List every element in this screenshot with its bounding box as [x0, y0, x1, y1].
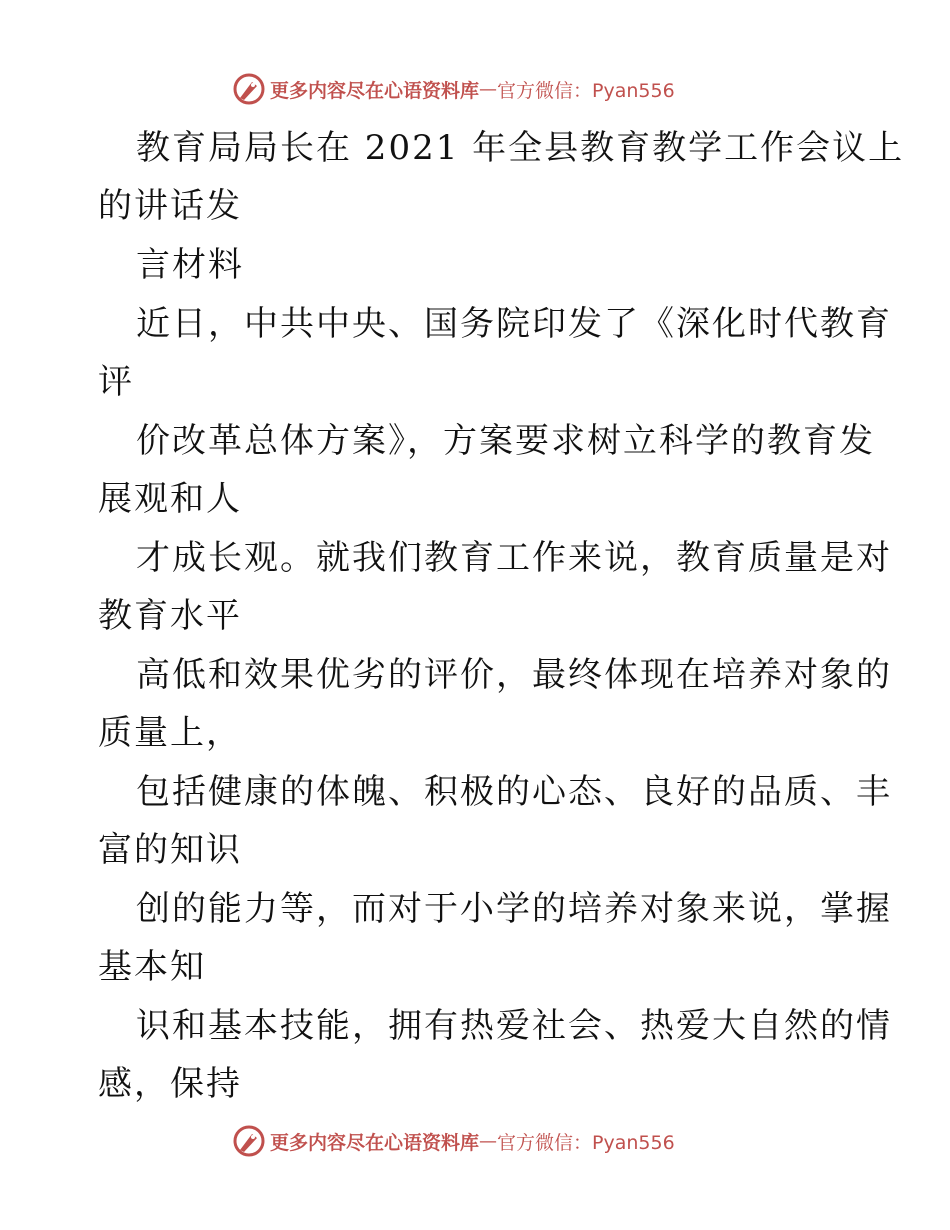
watermark-contact: 官方微信：Pyan556	[497, 79, 675, 102]
paragraph-line: 感，保持	[98, 1064, 242, 1104]
paragraph-line: 高低和效果优劣的评价，最终体现在培养对象的	[136, 655, 892, 695]
watermark-contact: 官方微信：Pyan556	[497, 1131, 675, 1154]
paragraph-line: 近日，中共中央、国务院印发了《深化时代教育	[136, 304, 892, 344]
watermark-separator: —	[479, 1130, 498, 1152]
paragraph-line: 才成长观。就我们教育工作来说，教育质量是对	[136, 538, 892, 578]
paragraph-line: 评	[98, 362, 134, 402]
title-line: 教育局局长在 2021 年全县教育教学工作会议上	[136, 128, 905, 168]
paragraph-line: 富的知识	[98, 830, 242, 870]
paragraph-line: 创的能力等，而对于小学的培养对象来说，掌握	[136, 889, 892, 929]
watermark-text: 更多内容尽在心语资料库	[270, 1131, 480, 1154]
paragraph-line: 价改革总体方案》，方案要求树立科学的教育发	[136, 421, 875, 461]
title-line: 言材料	[136, 245, 244, 285]
watermark-separator: —	[479, 78, 498, 100]
paragraph-line: 质量上，	[98, 713, 242, 753]
paragraph-line: 展观和人	[98, 479, 242, 519]
title-line: 的讲话发	[98, 186, 242, 226]
watermark-text: 更多内容尽在心语资料库	[270, 79, 480, 102]
paragraph-line: 包括健康的体魄、积极的心态、良好的品质、丰	[136, 772, 892, 812]
paragraph-line: 教育水平	[98, 596, 242, 636]
footer-watermark	[232, 1124, 675, 1158]
paragraph-line: 识和基本技能，拥有热爱社会、热爱大自然的情	[136, 1006, 892, 1046]
pen-nib-logo-icon	[232, 1124, 266, 1158]
paragraph-line: 基本知	[98, 947, 206, 987]
